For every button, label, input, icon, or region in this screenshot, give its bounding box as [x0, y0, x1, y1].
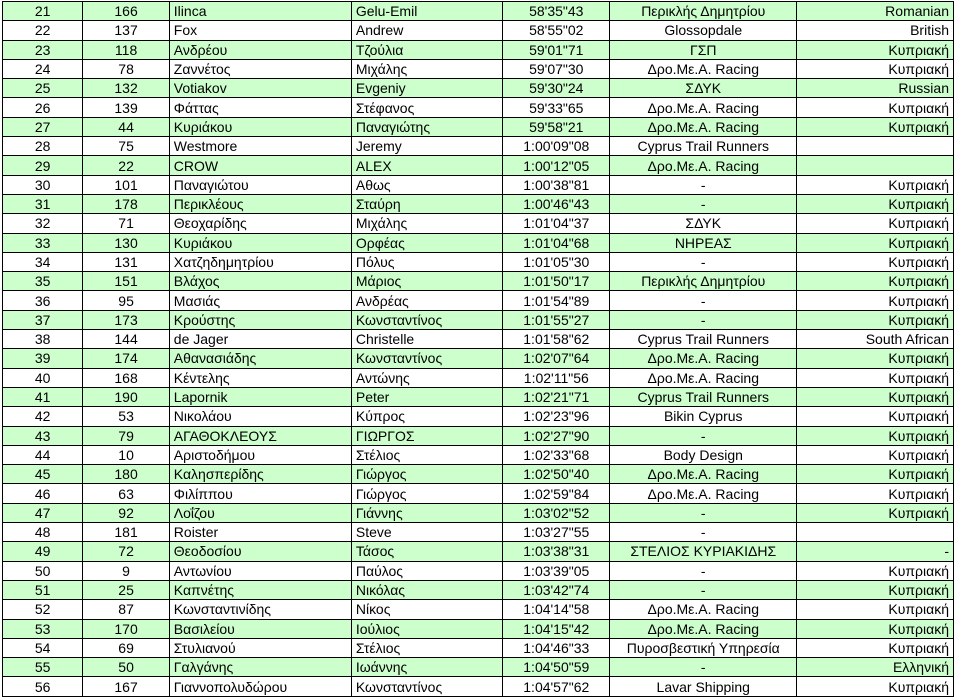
- nationality-cell: Κυπριακή: [797, 175, 954, 194]
- surname-cell: Ilinca: [169, 2, 351, 21]
- results-table-body: [3, 2, 954, 697]
- table-row: [3, 658, 954, 677]
- table-row: [3, 368, 954, 387]
- bib-number-cell: 174: [83, 349, 169, 368]
- nationality-cell: Κυπριακή: [797, 407, 954, 426]
- position-cell: 42: [3, 407, 83, 426]
- first-name-cell: Γιώργος: [351, 484, 503, 503]
- position-cell: 31: [3, 194, 83, 213]
- time-cell: 59'30"24: [503, 79, 610, 98]
- table-row: [3, 59, 954, 78]
- position-cell: 35: [3, 272, 83, 291]
- table-row: [3, 407, 954, 426]
- bib-number-cell: 167: [83, 677, 169, 696]
- first-name-cell: Μιχάλης: [351, 59, 503, 78]
- surname-cell: Αντωνίου: [169, 561, 351, 580]
- first-name-cell: Στέφανος: [351, 98, 503, 117]
- surname-cell: Votiakov: [169, 79, 351, 98]
- table-row: [3, 98, 954, 117]
- position-cell: 51: [3, 580, 83, 599]
- first-name-cell: Steve: [351, 523, 503, 542]
- table-row: [3, 677, 954, 696]
- position-cell: 24: [3, 59, 83, 78]
- bib-number-cell: 139: [83, 98, 169, 117]
- first-name-cell: Μάριος: [351, 272, 503, 291]
- surname-cell: Μασιάς: [169, 291, 351, 310]
- position-cell: 52: [3, 600, 83, 619]
- table-row: [3, 387, 954, 406]
- time-cell: 58'55"02: [503, 21, 610, 40]
- table-row: [3, 330, 954, 349]
- first-name-cell: Γιάννης: [351, 503, 503, 522]
- surname-cell: Χατζηδημητρίου: [169, 252, 351, 271]
- results-table: [2, 1, 954, 697]
- surname-cell: Fox: [169, 21, 351, 40]
- first-name-cell: Christelle: [351, 330, 503, 349]
- club-cell: Δρο.Με.Α. Racing: [610, 98, 797, 117]
- position-cell: 49: [3, 542, 83, 561]
- nationality-cell: Κυπριακή: [797, 272, 954, 291]
- bib-number-cell: 69: [83, 638, 169, 657]
- bib-number-cell: 178: [83, 194, 169, 213]
- time-cell: 1:00'38"81: [503, 175, 610, 194]
- nationality-cell: Κυπριακή: [797, 619, 954, 638]
- nationality-cell: Κυπριακή: [797, 291, 954, 310]
- surname-cell: de Jager: [169, 330, 351, 349]
- bib-number-cell: 22: [83, 156, 169, 175]
- position-cell: 48: [3, 523, 83, 542]
- time-cell: 1:03'39"05: [503, 561, 610, 580]
- time-cell: 1:02'27"90: [503, 426, 610, 445]
- club-cell: ΣΔΥΚ: [610, 79, 797, 98]
- surname-cell: Κυριάκου: [169, 117, 351, 136]
- club-cell: -: [610, 580, 797, 599]
- club-cell: -: [610, 310, 797, 329]
- time-cell: 1:01'05"30: [503, 252, 610, 271]
- bib-number-cell: 95: [83, 291, 169, 310]
- first-name-cell: Μιχάλης: [351, 214, 503, 233]
- club-cell: Body Design: [610, 445, 797, 464]
- club-cell: Δρο.Με.Α. Racing: [610, 117, 797, 136]
- nationality-cell: Romanian: [797, 2, 954, 21]
- bib-number-cell: 44: [83, 117, 169, 136]
- surname-cell: Γιαννοπολυδώρου: [169, 677, 351, 696]
- surname-cell: Παναγιώτου: [169, 175, 351, 194]
- club-cell: ΣΔΥΚ: [610, 214, 797, 233]
- position-cell: 45: [3, 465, 83, 484]
- table-row: [3, 542, 954, 561]
- first-name-cell: Jeremy: [351, 137, 503, 156]
- position-cell: 30: [3, 175, 83, 194]
- bib-number-cell: 132: [83, 79, 169, 98]
- first-name-cell: Peter: [351, 387, 503, 406]
- table-row: [3, 291, 954, 310]
- bib-number-cell: 10: [83, 445, 169, 464]
- time-cell: 1:02'33"68: [503, 445, 610, 464]
- surname-cell: Φιλίππου: [169, 484, 351, 503]
- first-name-cell: Παναγιώτης: [351, 117, 503, 136]
- bib-number-cell: 130: [83, 233, 169, 252]
- first-name-cell: Ιωάννης: [351, 658, 503, 677]
- position-cell: 26: [3, 98, 83, 117]
- table-row: [3, 638, 954, 657]
- bib-number-cell: 180: [83, 465, 169, 484]
- bib-number-cell: 53: [83, 407, 169, 426]
- position-cell: 56: [3, 677, 83, 696]
- surname-cell: Περικλέους: [169, 194, 351, 213]
- time-cell: 1:02'11"56: [503, 368, 610, 387]
- table-row: [3, 445, 954, 464]
- position-cell: 36: [3, 291, 83, 310]
- time-cell: 1:01'50"17: [503, 272, 610, 291]
- first-name-cell: Σταύρη: [351, 194, 503, 213]
- surname-cell: Lapornik: [169, 387, 351, 406]
- first-name-cell: Κύπρος: [351, 407, 503, 426]
- surname-cell: Θεοδοσίου: [169, 542, 351, 561]
- club-cell: Δρο.Με.Α. Racing: [610, 59, 797, 78]
- nationality-cell: South African: [797, 330, 954, 349]
- position-cell: 22: [3, 21, 83, 40]
- table-row: [3, 233, 954, 252]
- nationality-cell: Κυπριακή: [797, 194, 954, 213]
- bib-number-cell: 131: [83, 252, 169, 271]
- position-cell: 43: [3, 426, 83, 445]
- club-cell: -: [610, 194, 797, 213]
- first-name-cell: Ορφέας: [351, 233, 503, 252]
- bib-number-cell: 78: [83, 59, 169, 78]
- time-cell: 1:02'07"64: [503, 349, 610, 368]
- club-cell: Cyprus Trail Runners: [610, 387, 797, 406]
- table-row: [3, 156, 954, 175]
- surname-cell: Κρούστης: [169, 310, 351, 329]
- time-cell: 1:02'23"96: [503, 407, 610, 426]
- time-cell: 1:03'27"55: [503, 523, 610, 542]
- club-cell: Glossopdale: [610, 21, 797, 40]
- surname-cell: Θεοχαρίδης: [169, 214, 351, 233]
- bib-number-cell: 50: [83, 658, 169, 677]
- first-name-cell: Κωνσταντίνος: [351, 677, 503, 696]
- position-cell: 37: [3, 310, 83, 329]
- surname-cell: Νικολάου: [169, 407, 351, 426]
- table-row: [3, 40, 954, 59]
- bib-number-cell: 9: [83, 561, 169, 580]
- position-cell: 44: [3, 445, 83, 464]
- club-cell: -: [610, 658, 797, 677]
- first-name-cell: Στέλιος: [351, 445, 503, 464]
- bib-number-cell: 79: [83, 426, 169, 445]
- time-cell: 1:04'14"58: [503, 600, 610, 619]
- nationality-cell: Κυπριακή: [797, 310, 954, 329]
- club-cell: -: [610, 523, 797, 542]
- nationality-cell: Κυπριακή: [797, 503, 954, 522]
- surname-cell: Αθανασιάδης: [169, 349, 351, 368]
- position-cell: 53: [3, 619, 83, 638]
- table-row: [3, 600, 954, 619]
- club-cell: Περικλής Δημητρίου: [610, 2, 797, 21]
- time-cell: 59'07"30: [503, 59, 610, 78]
- bib-number-cell: 72: [83, 542, 169, 561]
- surname-cell: Κωνσταντινίδης: [169, 600, 351, 619]
- time-cell: 1:03'38"31: [503, 542, 610, 561]
- club-cell: Περικλής Δημητρίου: [610, 272, 797, 291]
- first-name-cell: ALEX: [351, 156, 503, 175]
- time-cell: 1:04'15"42: [503, 619, 610, 638]
- first-name-cell: Νικόλας: [351, 580, 503, 599]
- nationality-cell: Κυπριακή: [797, 214, 954, 233]
- table-row: [3, 503, 954, 522]
- nationality-cell: Κυπριακή: [797, 445, 954, 464]
- surname-cell: Βλάχος: [169, 272, 351, 291]
- first-name-cell: Κωνσταντίνος: [351, 349, 503, 368]
- table-row: [3, 79, 954, 98]
- bib-number-cell: 101: [83, 175, 169, 194]
- position-cell: 55: [3, 658, 83, 677]
- time-cell: 1:02'59"84: [503, 484, 610, 503]
- time-cell: 1:02'21"71: [503, 387, 610, 406]
- bib-number-cell: 25: [83, 580, 169, 599]
- position-cell: 38: [3, 330, 83, 349]
- table-row: [3, 561, 954, 580]
- table-row: [3, 117, 954, 136]
- first-name-cell: Αντώνης: [351, 368, 503, 387]
- first-name-cell: Παύλος: [351, 561, 503, 580]
- club-cell: Cyprus Trail Runners: [610, 330, 797, 349]
- table-row: [3, 252, 954, 271]
- surname-cell: Κέντελης: [169, 368, 351, 387]
- position-cell: 23: [3, 40, 83, 59]
- nationality-cell: Κυπριακή: [797, 387, 954, 406]
- first-name-cell: Νίκος: [351, 600, 503, 619]
- nationality-cell: Κυπριακή: [797, 465, 954, 484]
- surname-cell: Westmore: [169, 137, 351, 156]
- table-row: [3, 2, 954, 21]
- club-cell: Δρο.Με.Α. Racing: [610, 349, 797, 368]
- first-name-cell: Ιούλιος: [351, 619, 503, 638]
- nationality-cell: [797, 156, 954, 175]
- table-row: [3, 175, 954, 194]
- bib-number-cell: 92: [83, 503, 169, 522]
- table-row: [3, 137, 954, 156]
- nationality-cell: [797, 523, 954, 542]
- bib-number-cell: 166: [83, 2, 169, 21]
- position-cell: 25: [3, 79, 83, 98]
- bib-number-cell: 63: [83, 484, 169, 503]
- time-cell: 1:01'55"27: [503, 310, 610, 329]
- bib-number-cell: 151: [83, 272, 169, 291]
- club-cell: Δρο.Με.Α. Racing: [610, 484, 797, 503]
- time-cell: 1:00'09"08: [503, 137, 610, 156]
- bib-number-cell: 190: [83, 387, 169, 406]
- position-cell: 33: [3, 233, 83, 252]
- first-name-cell: Evgeniy: [351, 79, 503, 98]
- nationality-cell: Κυπριακή: [797, 98, 954, 117]
- position-cell: 46: [3, 484, 83, 503]
- time-cell: 1:02'50"40: [503, 465, 610, 484]
- table-row: [3, 580, 954, 599]
- table-row: [3, 484, 954, 503]
- surname-cell: Ανδρέου: [169, 40, 351, 59]
- surname-cell: Στυλιανού: [169, 638, 351, 657]
- nationality-cell: Κυπριακή: [797, 638, 954, 657]
- table-row: [3, 349, 954, 368]
- nationality-cell: Κυπριακή: [797, 59, 954, 78]
- nationality-cell: Ελληνική: [797, 658, 954, 677]
- nationality-cell: Κυπριακή: [797, 600, 954, 619]
- bib-number-cell: 137: [83, 21, 169, 40]
- time-cell: 1:00'46"43: [503, 194, 610, 213]
- time-cell: 1:03'02"52: [503, 503, 610, 522]
- table-row: [3, 214, 954, 233]
- time-cell: 1:03'42"74: [503, 580, 610, 599]
- nationality-cell: British: [797, 21, 954, 40]
- nationality-cell: Russian: [797, 79, 954, 98]
- nationality-cell: Κυπριακή: [797, 117, 954, 136]
- position-cell: 40: [3, 368, 83, 387]
- club-cell: -: [610, 252, 797, 271]
- club-cell: Δρο.Με.Α. Racing: [610, 156, 797, 175]
- first-name-cell: Κωνσταντίνος: [351, 310, 503, 329]
- position-cell: 29: [3, 156, 83, 175]
- surname-cell: Κυριάκου: [169, 233, 351, 252]
- club-cell: Bikin Cyprus: [610, 407, 797, 426]
- position-cell: 39: [3, 349, 83, 368]
- first-name-cell: Τάσος: [351, 542, 503, 561]
- bib-number-cell: 144: [83, 330, 169, 349]
- table-row: [3, 310, 954, 329]
- club-cell: Lavar Shipping: [610, 677, 797, 696]
- position-cell: 47: [3, 503, 83, 522]
- club-cell: -: [610, 291, 797, 310]
- position-cell: 50: [3, 561, 83, 580]
- first-name-cell: ΓΙΩΡΓΟΣ: [351, 426, 503, 445]
- first-name-cell: Γιώργος: [351, 465, 503, 484]
- surname-cell: Γαλγάνης: [169, 658, 351, 677]
- bib-number-cell: 181: [83, 523, 169, 542]
- bib-number-cell: 118: [83, 40, 169, 59]
- table-row: [3, 194, 954, 213]
- time-cell: 1:01'04"37: [503, 214, 610, 233]
- time-cell: 1:00'12"05: [503, 156, 610, 175]
- nationality-cell: Κυπριακή: [797, 580, 954, 599]
- nationality-cell: Κυπριακή: [797, 677, 954, 696]
- nationality-cell: Κυπριακή: [797, 349, 954, 368]
- nationality-cell: [797, 137, 954, 156]
- time-cell: 58'35"43: [503, 2, 610, 21]
- nationality-cell: Κυπριακή: [797, 252, 954, 271]
- club-cell: -: [610, 503, 797, 522]
- club-cell: -: [610, 561, 797, 580]
- club-cell: Δρο.Με.Α. Racing: [610, 465, 797, 484]
- position-cell: 34: [3, 252, 83, 271]
- bib-number-cell: 71: [83, 214, 169, 233]
- club-cell: -: [610, 175, 797, 194]
- surname-cell: Roister: [169, 523, 351, 542]
- club-cell: ΣΤΕΛΙΟΣ ΚΥΡΙΑΚΙΔΗΣ: [610, 542, 797, 561]
- nationality-cell: Κυπριακή: [797, 40, 954, 59]
- table-row: [3, 619, 954, 638]
- first-name-cell: Αθως: [351, 175, 503, 194]
- bib-number-cell: 75: [83, 137, 169, 156]
- position-cell: 32: [3, 214, 83, 233]
- time-cell: 1:01'54"89: [503, 291, 610, 310]
- surname-cell: Ζαννέτος: [169, 59, 351, 78]
- surname-cell: Λοΐζου: [169, 503, 351, 522]
- first-name-cell: Τζούλια: [351, 40, 503, 59]
- time-cell: 1:01'58"62: [503, 330, 610, 349]
- first-name-cell: Στέλιος: [351, 638, 503, 657]
- surname-cell: Καπνέτης: [169, 580, 351, 599]
- nationality-cell: -: [797, 542, 954, 561]
- surname-cell: Βασιλείου: [169, 619, 351, 638]
- time-cell: 59'33"65: [503, 98, 610, 117]
- club-cell: Δρο.Με.Α. Racing: [610, 368, 797, 387]
- table-row: [3, 426, 954, 445]
- club-cell: Δρο.Με.Α. Racing: [610, 619, 797, 638]
- position-cell: 28: [3, 137, 83, 156]
- time-cell: 1:04'46"33: [503, 638, 610, 657]
- club-cell: ΝΗΡΕΑΣ: [610, 233, 797, 252]
- time-cell: 59'58"21: [503, 117, 610, 136]
- surname-cell: CROW: [169, 156, 351, 175]
- bib-number-cell: 87: [83, 600, 169, 619]
- table-row: [3, 21, 954, 40]
- first-name-cell: Andrew: [351, 21, 503, 40]
- bib-number-cell: 173: [83, 310, 169, 329]
- nationality-cell: Κυπριακή: [797, 233, 954, 252]
- surname-cell: Καλησπερίδης: [169, 465, 351, 484]
- time-cell: 1:04'57"62: [503, 677, 610, 696]
- table-row: [3, 523, 954, 542]
- first-name-cell: Ανδρέας: [351, 291, 503, 310]
- bib-number-cell: 168: [83, 368, 169, 387]
- nationality-cell: Κυπριακή: [797, 426, 954, 445]
- position-cell: 54: [3, 638, 83, 657]
- nationality-cell: Κυπριακή: [797, 484, 954, 503]
- club-cell: Πυροσβεστική Υπηρεσία: [610, 638, 797, 657]
- surname-cell: ΑΓΑΘΟΚΛΕΟΥΣ: [169, 426, 351, 445]
- first-name-cell: Gelu-Emil: [351, 2, 503, 21]
- table-row: [3, 272, 954, 291]
- position-cell: 41: [3, 387, 83, 406]
- club-cell: Δρο.Με.Α. Racing: [610, 600, 797, 619]
- surname-cell: Φάττας: [169, 98, 351, 117]
- position-cell: 27: [3, 117, 83, 136]
- time-cell: 1:01'04"68: [503, 233, 610, 252]
- bib-number-cell: 170: [83, 619, 169, 638]
- club-cell: ΓΣΠ: [610, 40, 797, 59]
- position-cell: 21: [3, 2, 83, 21]
- nationality-cell: Κυπριακή: [797, 368, 954, 387]
- table-row: [3, 465, 954, 484]
- club-cell: -: [610, 426, 797, 445]
- time-cell: 59'01"71: [503, 40, 610, 59]
- club-cell: Cyprus Trail Runners: [610, 137, 797, 156]
- nationality-cell: Κυπριακή: [797, 561, 954, 580]
- surname-cell: Αριστοδήμου: [169, 445, 351, 464]
- time-cell: 1:04'50"59: [503, 658, 610, 677]
- first-name-cell: Πόλυς: [351, 252, 503, 271]
